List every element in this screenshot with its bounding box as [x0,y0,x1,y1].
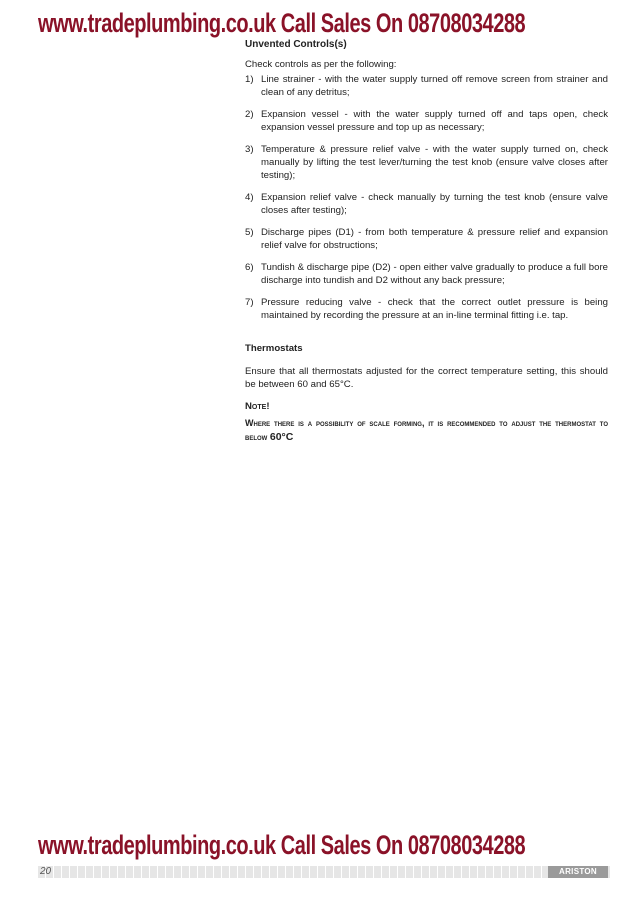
sales-banner-bottom: www.tradeplumbing.co.uk Call Sales On 08708034288 [38,830,526,860]
note-text [245,416,608,444]
step-text: Tundish & discharge pipe (D2) - open either valve gradually to produce a full bore discharge into tundish and D2 without any back pressure; [261,262,608,286]
list-item [245,296,608,322]
step-number: 4) [245,192,254,203]
list-item [245,261,608,287]
check-steps-list [245,73,608,322]
note-title: Note! [245,401,270,412]
intro-text: Check controls as per the following: [245,59,397,70]
step-number: 1) [245,74,254,85]
step-text: Expansion vessel - with the water supply turned off and taps open, check expansion vessel pressure and top up as necessary; [261,109,608,133]
ariston-logo: ARISTON [548,866,608,878]
step-number: 3) [245,144,254,155]
list-item [245,143,608,182]
step-number: 5) [245,227,254,238]
list-item [245,108,608,134]
step-number: 7) [245,297,254,308]
list-item [245,73,608,99]
footer-bar [38,866,610,878]
step-text: Discharge pipes (D1) - from both temperature & pressure relief and expansion relief valve for obstructions; [261,227,608,251]
thermostats-text: Ensure that all thermostats adjusted for the correct temperature setting, this should be between 60 and 65°C. [245,366,608,390]
page-number: 20 [40,866,52,877]
section-heading: Unvented Controls(s) [245,39,347,50]
note-temperature: 60°C [269,431,294,443]
thermostats-heading: Thermostats [245,343,303,354]
list-item [245,226,608,252]
page-content [245,58,608,444]
sales-banner-top: www.tradeplumbing.co.uk Call Sales On 08708034288 [38,8,526,38]
step-text: Expansion relief valve - check manually by turning the test knob (ensure valve closes after testing); [261,192,608,216]
step-number: 2) [245,109,254,120]
step-text: Pressure reducing valve - check that the correct outlet pressure is being maintained by recording the pressure at an in-line terminal fitting i.e. tap. [261,297,608,321]
step-text: Temperature & pressure relief valve - with the water supply turned on, check manually by lifting the test lever/turning the test knob (ensure valve closes after testing); [261,144,608,181]
note-body: Where there is a possibility of scale forming, it is recommended to adjust the thermostat to below [245,418,608,442]
list-item [245,191,608,217]
step-number: 6) [245,262,254,273]
step-text: Line strainer - with the water supply turned off remove screen from strainer and clean of any detritus; [261,74,608,98]
